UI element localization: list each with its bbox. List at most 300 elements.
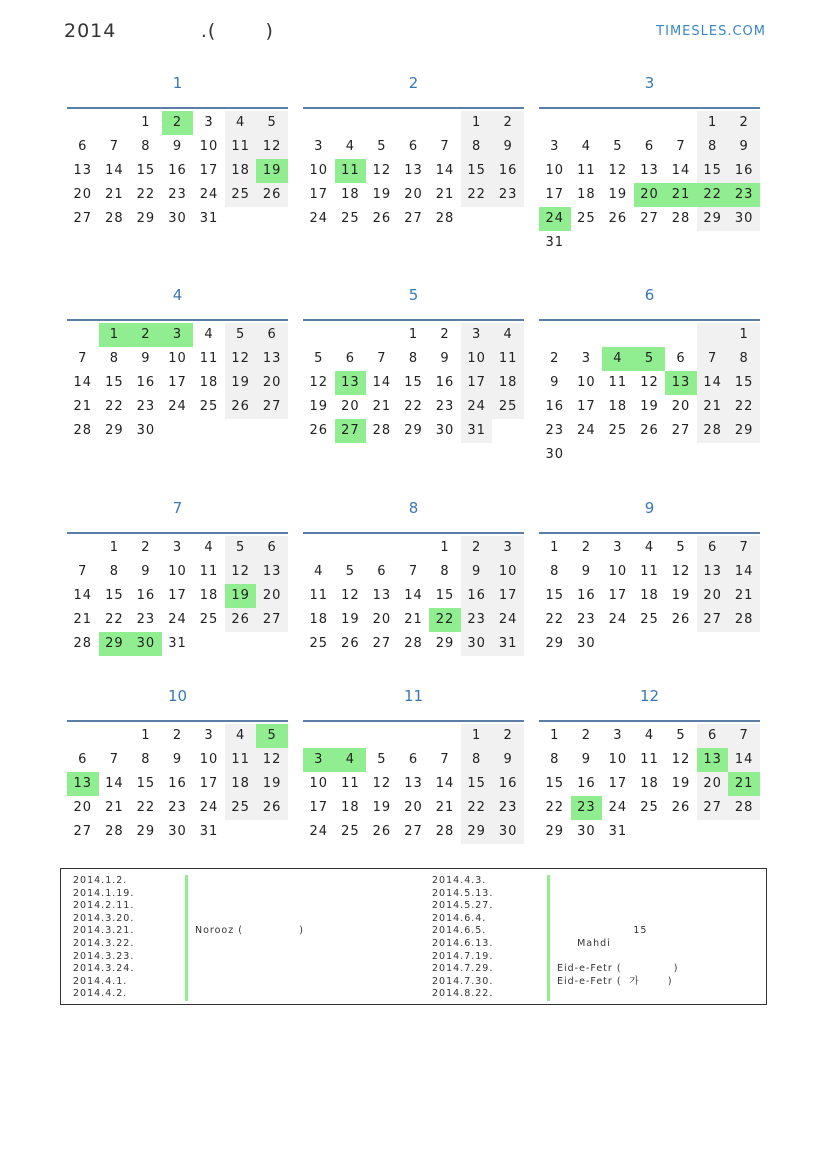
- day-cell: 21: [697, 395, 729, 419]
- day-cell: 23: [545, 423, 565, 438]
- month-title: 10: [167, 687, 188, 705]
- day-cell: 28: [73, 636, 93, 651]
- day-cell: 24: [492, 608, 524, 632]
- day-cell: 30: [435, 423, 455, 438]
- empty-cell: [193, 632, 225, 656]
- day-cell: 3: [492, 536, 524, 560]
- holiday-marker: [547, 925, 550, 938]
- day-cell: 8: [440, 564, 450, 579]
- day-cell: 16: [728, 159, 760, 183]
- empty-cell: [67, 111, 99, 135]
- day-cell: 24: [577, 423, 596, 438]
- day-cell: 26: [640, 423, 659, 438]
- day-cell: 18: [341, 187, 360, 202]
- empty-cell: [429, 111, 461, 135]
- day-cell: 10: [168, 351, 187, 366]
- day-cell: 2: [581, 728, 591, 743]
- month-2: [303, 73, 524, 231]
- day-cell: 7: [697, 347, 729, 371]
- day-cell: 18: [225, 772, 257, 796]
- holiday-marker: [185, 963, 188, 976]
- day-cell: 15: [545, 588, 565, 603]
- empty-cell: [99, 111, 131, 135]
- day-cell: 4: [345, 139, 355, 154]
- month-title: 5: [408, 286, 419, 304]
- day-cell: 28: [105, 824, 124, 839]
- empty-cell: [366, 536, 398, 560]
- holiday-day-cell: 20: [634, 183, 666, 207]
- month-rule: [303, 720, 524, 722]
- holiday-date: 2014.1.19.: [73, 887, 135, 899]
- empty-cell: [67, 724, 99, 748]
- empty-cell: [398, 111, 430, 135]
- day-cell: 7: [109, 139, 119, 154]
- month-title: 12: [639, 687, 660, 705]
- day-cell: 14: [73, 588, 93, 603]
- day-cell: 20: [697, 584, 729, 608]
- day-cell: 26: [671, 800, 691, 815]
- day-cell: 27: [372, 636, 392, 651]
- day-cell: 8: [461, 748, 493, 772]
- day-cell: 31: [199, 824, 219, 839]
- day-cell: 1: [550, 728, 560, 743]
- holiday-day-cell: 21: [728, 772, 760, 796]
- day-cell: 7: [728, 536, 760, 560]
- day-cell: 1: [697, 111, 729, 135]
- day-cell: 23: [461, 608, 493, 632]
- month-12: [539, 686, 760, 844]
- day-cell: 31: [492, 632, 524, 656]
- day-cell: 15: [545, 776, 565, 791]
- day-cell: 22: [728, 395, 760, 419]
- day-cell: 14: [73, 375, 93, 390]
- day-grid: [303, 724, 524, 844]
- holiday-marker: [547, 938, 550, 951]
- day-cell: 29: [404, 423, 423, 438]
- day-cell: 6: [345, 351, 355, 366]
- day-cell: 13: [640, 163, 659, 178]
- day-cell: 9: [172, 752, 183, 767]
- month-6: [539, 285, 760, 467]
- day-cell: 9: [461, 560, 493, 584]
- day-cell: 27: [640, 211, 659, 226]
- day-cell: 16: [435, 375, 455, 390]
- day-cell: 17: [199, 776, 219, 791]
- empty-cell: [634, 820, 666, 844]
- day-cell: 26: [256, 796, 288, 820]
- day-cell: 20: [256, 584, 288, 608]
- holiday-marker: [547, 963, 550, 976]
- day-cell: 30: [461, 632, 493, 656]
- day-cell: 29: [435, 636, 455, 651]
- day-cell: 12: [372, 776, 392, 791]
- day-cell: 17: [492, 584, 524, 608]
- holiday-day-cell: 11: [335, 159, 367, 183]
- day-grid: [67, 111, 288, 231]
- month-3: [539, 73, 760, 255]
- holiday-date: 2014.6.13.: [432, 937, 494, 949]
- day-cell: 12: [608, 163, 628, 178]
- holiday-name: Eid-e-Fetr ( ): [557, 963, 679, 975]
- day-cell: 10: [577, 375, 596, 390]
- day-cell: 2: [461, 536, 493, 560]
- empty-cell: [602, 632, 634, 656]
- day-cell: 9: [141, 564, 151, 579]
- day-cell: 26: [341, 636, 360, 651]
- day-cell: 9: [581, 564, 591, 579]
- day-cell: 31: [461, 419, 493, 443]
- holiday-day-cell: 23: [571, 796, 603, 820]
- day-cell: 24: [168, 612, 187, 627]
- holiday-day-cell: 30: [130, 632, 162, 656]
- holiday-day-cell: 3: [162, 323, 194, 347]
- day-cell: 22: [461, 796, 493, 820]
- holiday-date: 2014.4.2.: [73, 988, 128, 1000]
- day-cell: 29: [697, 207, 729, 231]
- empty-cell: [728, 632, 760, 656]
- day-grid: [67, 536, 288, 656]
- day-cell: 18: [199, 375, 219, 390]
- day-cell: 20: [372, 612, 392, 627]
- month-rule: [67, 720, 288, 722]
- empty-cell: [366, 323, 398, 347]
- empty-cell: [665, 443, 697, 467]
- day-cell: 3: [204, 728, 214, 743]
- day-cell: 19: [640, 399, 659, 414]
- day-cell: 5: [613, 139, 623, 154]
- day-cell: 12: [256, 748, 288, 772]
- day-cell: 1: [440, 540, 450, 555]
- empty-cell: [366, 111, 398, 135]
- holiday-day-cell: 1: [99, 323, 131, 347]
- holiday-date: 2014.5.27.: [432, 900, 494, 912]
- day-cell: 10: [461, 347, 493, 371]
- day-cell: 28: [404, 636, 423, 651]
- month-rule: [67, 319, 288, 321]
- holiday-name: 15: [557, 925, 648, 937]
- day-cell: 25: [199, 399, 219, 414]
- empty-cell: [634, 632, 666, 656]
- day-cell: 8: [461, 135, 493, 159]
- holiday-marker: [547, 875, 550, 888]
- day-cell: 3: [613, 540, 623, 555]
- month-rule: [539, 720, 760, 722]
- day-cell: 20: [341, 399, 360, 414]
- month-1: [67, 73, 288, 231]
- day-cell: 14: [105, 163, 124, 178]
- day-cell: 25: [608, 423, 628, 438]
- empty-cell: [634, 231, 666, 255]
- day-cell: 27: [697, 608, 729, 632]
- day-cell: 13: [256, 347, 288, 371]
- day-cell: 14: [404, 588, 423, 603]
- day-cell: 17: [199, 163, 219, 178]
- day-cell: 14: [728, 560, 760, 584]
- day-cell: 20: [404, 187, 423, 202]
- day-cell: 2: [440, 327, 450, 342]
- empty-cell: [335, 111, 367, 135]
- empty-cell: [697, 820, 729, 844]
- empty-cell: [492, 207, 524, 231]
- holiday-date: 2014.4.3.: [432, 875, 487, 886]
- holiday-date: 2014.2.11.: [73, 900, 135, 912]
- day-cell: 7: [377, 351, 387, 366]
- day-cell: 26: [225, 608, 257, 632]
- day-cell: 2: [550, 351, 560, 366]
- day-cell: 11: [225, 748, 257, 772]
- day-cell: 28: [435, 824, 455, 839]
- empty-cell: [67, 323, 99, 347]
- empty-cell: [99, 724, 131, 748]
- empty-cell: [225, 820, 257, 844]
- day-cell: 9: [172, 139, 183, 154]
- empty-cell: [697, 323, 729, 347]
- empty-cell: [398, 724, 430, 748]
- empty-cell: [398, 536, 430, 560]
- month-8: [303, 498, 524, 656]
- day-cell: 18: [199, 588, 219, 603]
- day-cell: 25: [492, 395, 524, 419]
- day-cell: 15: [461, 159, 493, 183]
- day-cell: 2: [728, 111, 760, 135]
- day-cell: 8: [109, 351, 119, 366]
- holiday-marker: [185, 875, 188, 888]
- day-cell: 30: [545, 447, 565, 462]
- day-cell: 24: [309, 211, 329, 226]
- holiday-marker: [547, 913, 550, 926]
- empty-cell: [728, 443, 760, 467]
- day-cell: 16: [461, 584, 493, 608]
- day-cell: 25: [225, 796, 257, 820]
- holiday-day-cell: 13: [335, 371, 367, 395]
- empty-cell: [571, 231, 603, 255]
- empty-cell: [256, 632, 288, 656]
- holiday-marker: [185, 938, 188, 951]
- empty-cell: [225, 207, 257, 231]
- day-cell: 17: [577, 399, 596, 414]
- day-cell: 11: [199, 564, 219, 579]
- day-cell: 15: [461, 772, 493, 796]
- empty-cell: [697, 231, 729, 255]
- day-cell: 9: [492, 748, 524, 772]
- day-cell: 26: [608, 211, 628, 226]
- empty-cell: [697, 443, 729, 467]
- day-cell: 10: [309, 776, 329, 791]
- day-cell: 21: [73, 399, 93, 414]
- day-cell: 31: [545, 235, 565, 250]
- day-cell: 7: [78, 351, 88, 366]
- day-cell: 18: [341, 800, 360, 815]
- month-10: [67, 686, 288, 844]
- day-cell: 18: [577, 187, 596, 202]
- day-cell: 19: [256, 772, 288, 796]
- day-cell: 3: [204, 115, 214, 130]
- page-header: [64, 20, 774, 50]
- day-cell: 24: [199, 187, 219, 202]
- day-cell: 1: [109, 540, 119, 555]
- day-cell: 11: [341, 776, 360, 791]
- day-cell: 5: [225, 536, 257, 560]
- day-cell: 27: [404, 211, 423, 226]
- day-cell: 14: [728, 748, 760, 772]
- day-cell: 27: [256, 608, 288, 632]
- day-cell: 22: [461, 183, 493, 207]
- day-cell: 30: [168, 211, 187, 226]
- empty-cell: [193, 419, 225, 443]
- day-cell: 15: [136, 163, 156, 178]
- day-cell: 6: [644, 139, 655, 154]
- month-title: 1: [172, 74, 183, 92]
- day-cell: 23: [492, 796, 524, 820]
- empty-cell: [303, 724, 335, 748]
- day-cell: 12: [309, 375, 329, 390]
- day-cell: 24: [168, 399, 187, 414]
- day-cell: 13: [256, 560, 288, 584]
- holiday-marker: [547, 900, 550, 913]
- day-cell: 1: [141, 115, 151, 130]
- holiday-date: 2014.6.4.: [432, 912, 487, 924]
- day-cell: 21: [435, 187, 455, 202]
- day-cell: 11: [199, 351, 219, 366]
- day-cell: 7: [440, 139, 450, 154]
- month-rule: [539, 319, 760, 321]
- day-cell: 7: [408, 564, 419, 579]
- day-cell: 4: [225, 111, 257, 135]
- day-cell: 13: [404, 163, 423, 178]
- day-cell: 5: [225, 323, 257, 347]
- day-cell: 26: [372, 211, 392, 226]
- day-cell: 20: [73, 800, 93, 815]
- day-cell: 3: [613, 728, 623, 743]
- empty-cell: [256, 419, 288, 443]
- day-cell: 25: [225, 183, 257, 207]
- day-cell: 16: [136, 588, 156, 603]
- empty-cell: [256, 820, 288, 844]
- empty-cell: [461, 207, 493, 231]
- day-cell: 13: [73, 163, 93, 178]
- day-cell: 20: [73, 187, 93, 202]
- day-cell: 14: [105, 776, 124, 791]
- day-cell: 5: [676, 728, 686, 743]
- month-rule: [303, 107, 524, 109]
- day-cell: 9: [728, 135, 760, 159]
- day-cell: 5: [345, 564, 355, 579]
- empty-cell: [634, 443, 666, 467]
- day-cell: 16: [136, 375, 156, 390]
- day-cell: 2: [581, 540, 591, 555]
- day-cell: 6: [697, 536, 729, 560]
- empty-cell: [225, 632, 257, 656]
- day-cell: 4: [314, 564, 324, 579]
- day-cell: 23: [168, 800, 187, 815]
- holiday-day-cell: 5: [256, 724, 288, 748]
- day-cell: 28: [728, 796, 760, 820]
- day-cell: 12: [671, 752, 691, 767]
- empty-cell: [67, 536, 99, 560]
- day-cell: 26: [372, 824, 392, 839]
- day-cell: 28: [435, 211, 455, 226]
- day-cell: 5: [676, 540, 686, 555]
- day-cell: 18: [492, 371, 524, 395]
- day-grid: [303, 536, 524, 656]
- holiday-name: Mahdi: [557, 937, 611, 949]
- holiday-day-cell: 4: [602, 347, 634, 371]
- day-cell: 29: [545, 636, 565, 651]
- day-cell: 1: [141, 728, 151, 743]
- day-cell: 11: [577, 163, 596, 178]
- day-cell: 17: [545, 187, 565, 202]
- day-grid: [303, 323, 524, 443]
- day-cell: 28: [372, 423, 392, 438]
- holiday-date: 2014.3.22.: [73, 937, 135, 949]
- month-rule: [539, 107, 760, 109]
- day-cell: 27: [671, 423, 691, 438]
- month-rule: [67, 532, 288, 534]
- day-cell: 9: [141, 351, 151, 366]
- day-cell: 16: [492, 772, 524, 796]
- empty-cell: [665, 111, 697, 135]
- day-cell: 12: [256, 135, 288, 159]
- day-cell: 22: [105, 612, 124, 627]
- day-cell: 14: [671, 163, 691, 178]
- day-cell: 19: [372, 800, 392, 815]
- day-cell: 6: [78, 752, 88, 767]
- day-cell: 19: [341, 612, 360, 627]
- day-cell: 24: [461, 395, 493, 419]
- holiday-day-cell: 23: [728, 183, 760, 207]
- day-cell: 27: [256, 395, 288, 419]
- day-cell: 16: [577, 588, 596, 603]
- day-cell: 10: [199, 139, 219, 154]
- day-cell: 7: [728, 724, 760, 748]
- day-cell: 5: [377, 139, 387, 154]
- day-cell: 16: [168, 163, 187, 178]
- day-cell: 31: [199, 211, 219, 226]
- day-cell: 10: [168, 564, 187, 579]
- day-cell: 8: [697, 135, 729, 159]
- day-cell: 25: [577, 211, 596, 226]
- day-cell: 18: [309, 612, 329, 627]
- day-cell: 20: [671, 399, 691, 414]
- brand-link[interactable]: TIMESLES.COM: [656, 24, 766, 39]
- day-cell: 28: [728, 608, 760, 632]
- day-cell: 30: [136, 423, 156, 438]
- day-cell: 1: [461, 111, 493, 135]
- month-title: 9: [644, 499, 655, 517]
- day-cell: 18: [640, 776, 659, 791]
- day-cell: 1: [728, 323, 760, 347]
- day-cell: 6: [256, 536, 288, 560]
- day-cell: 8: [550, 564, 560, 579]
- holiday-marker: [185, 913, 188, 926]
- day-cell: 25: [199, 612, 219, 627]
- day-cell: 21: [105, 187, 124, 202]
- holiday-marker: [547, 888, 550, 901]
- day-cell: 9: [581, 752, 591, 767]
- day-cell: 29: [728, 419, 760, 443]
- empty-cell: [335, 536, 367, 560]
- month-title: 2: [408, 74, 419, 92]
- empty-cell: [665, 632, 697, 656]
- holiday-day-cell: 3: [303, 748, 335, 772]
- day-cell: 16: [577, 776, 596, 791]
- holiday-date: 2014.7.19.: [432, 950, 494, 962]
- day-cell: 22: [545, 612, 565, 627]
- day-cell: 18: [640, 588, 659, 603]
- empty-cell: [571, 111, 603, 135]
- day-cell: 25: [341, 824, 360, 839]
- empty-cell: [303, 111, 335, 135]
